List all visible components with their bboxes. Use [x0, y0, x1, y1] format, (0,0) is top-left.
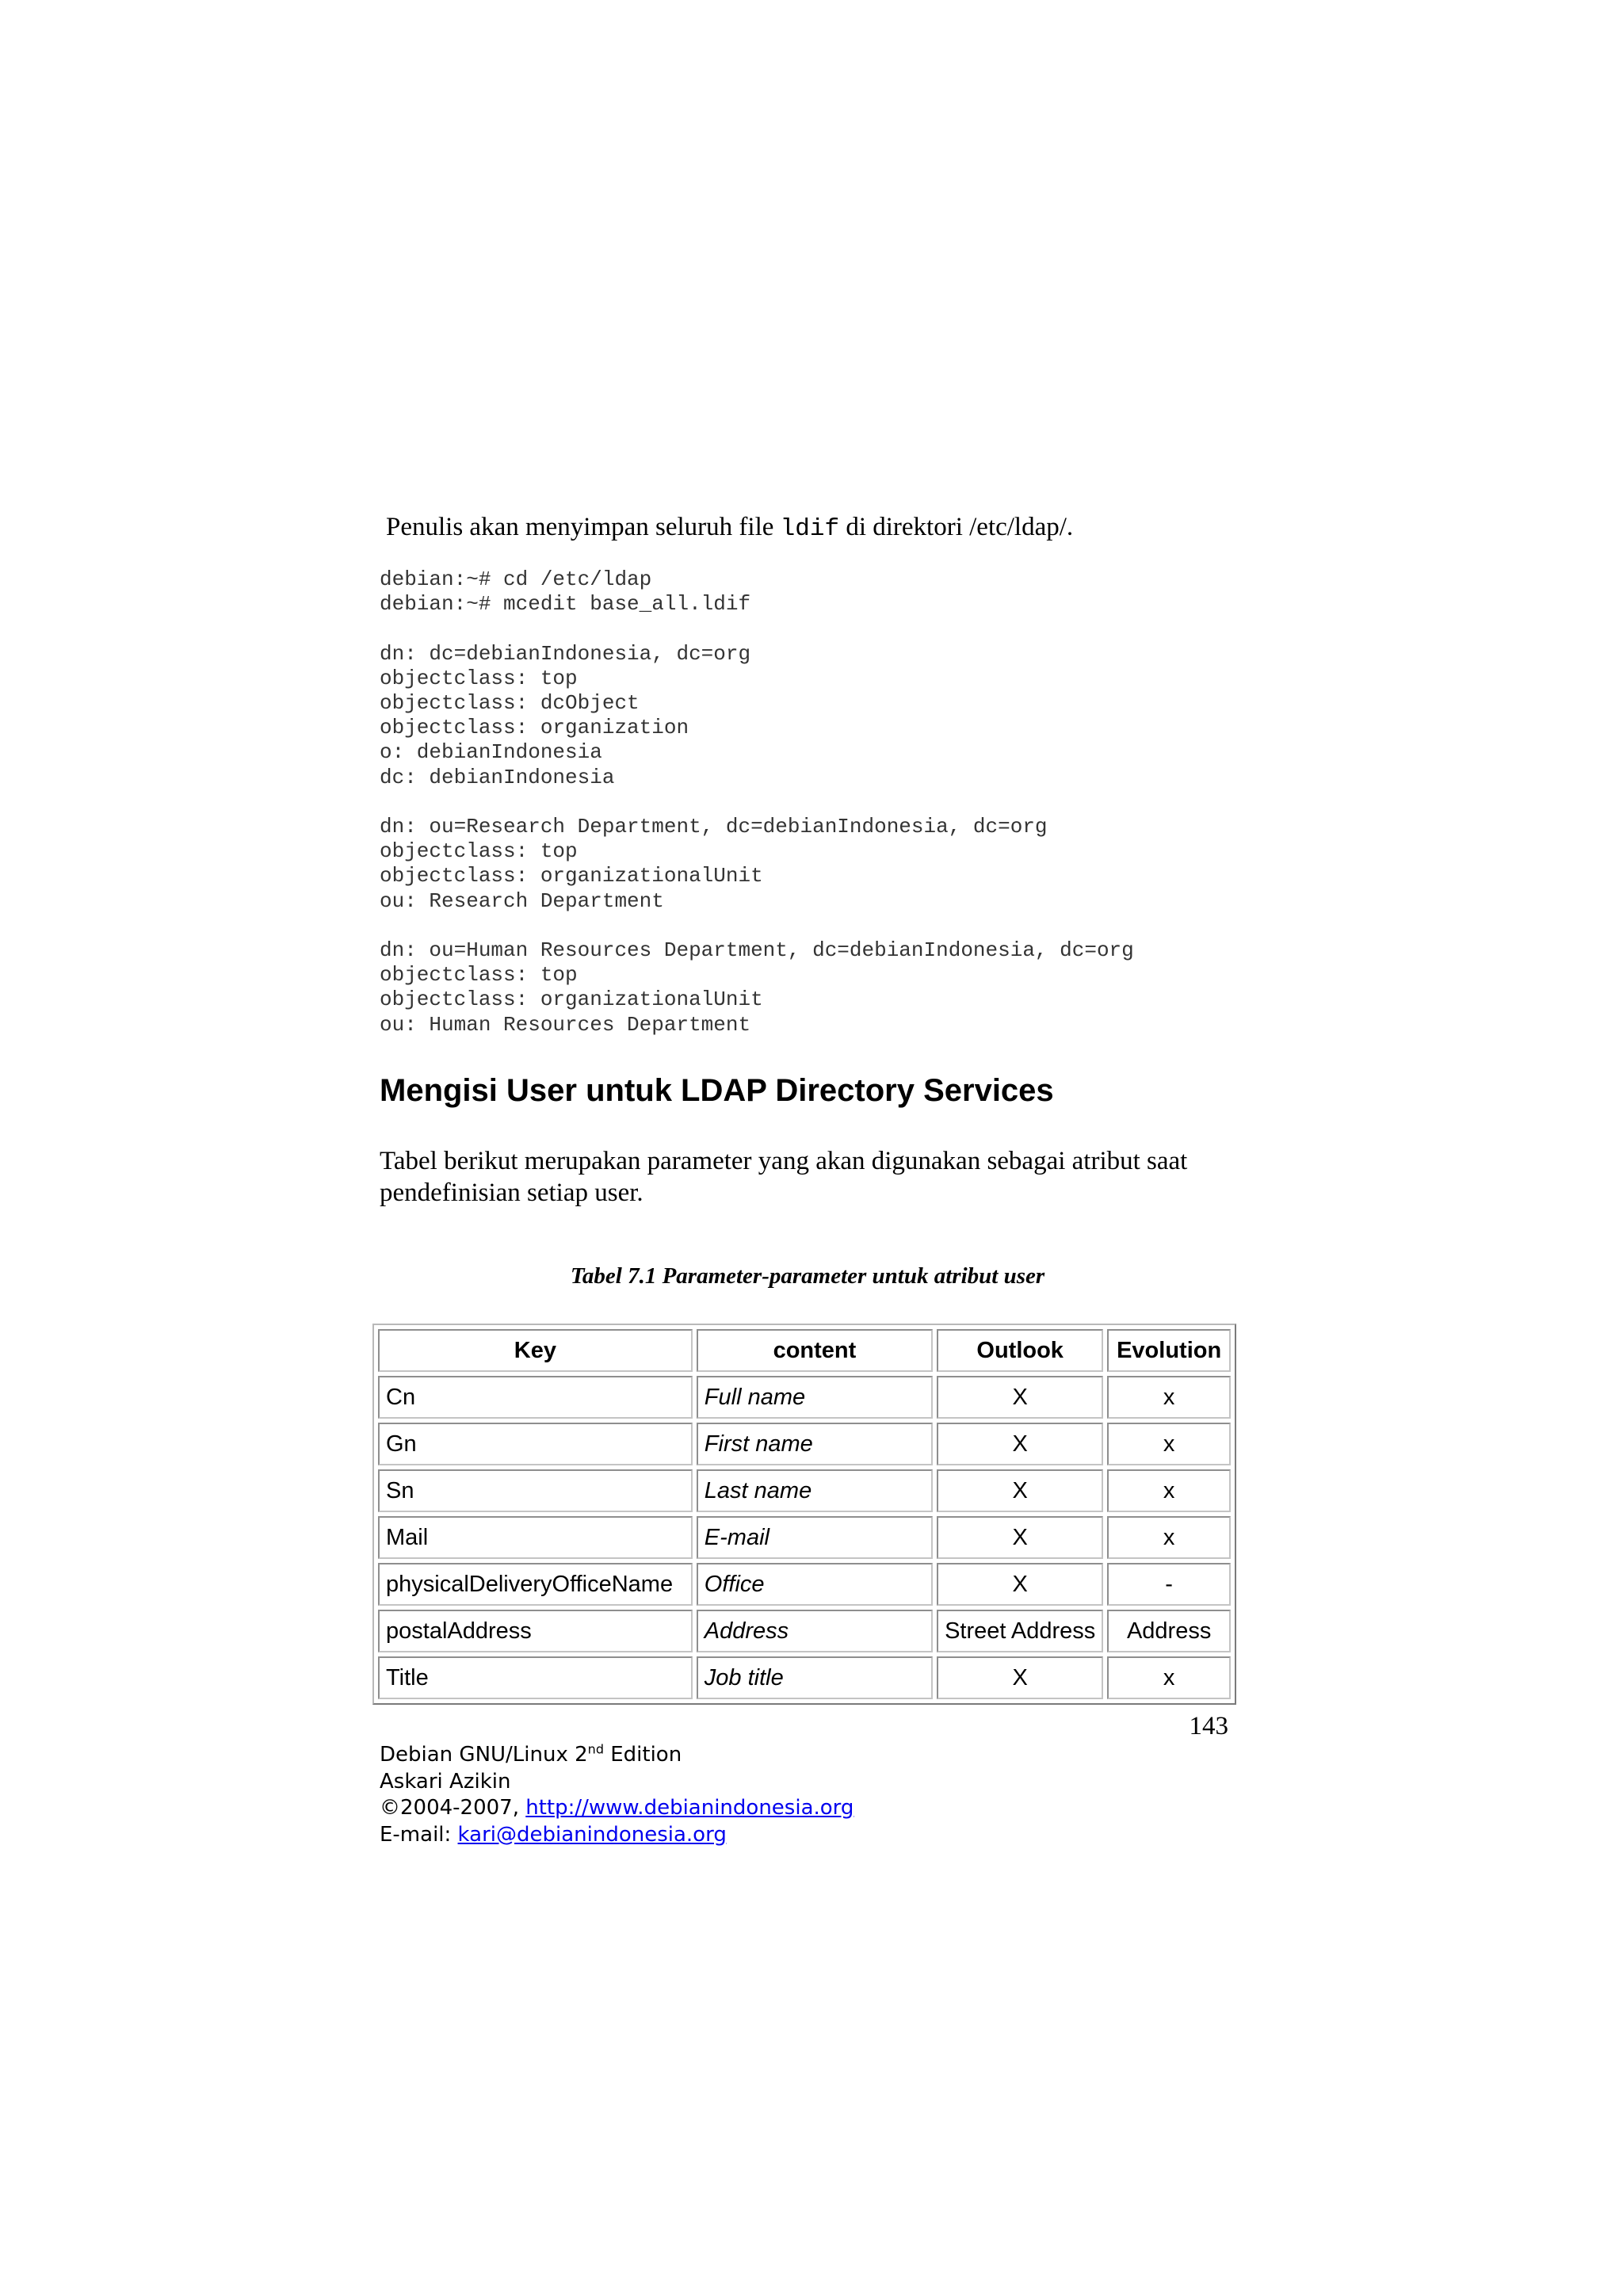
table-caption: Tabel 7.1 Parameter-parameter untuk atribut user: [570, 1263, 1045, 1289]
header-key: Key: [378, 1329, 693, 1372]
footer-copyright: [380, 1795, 854, 1822]
header-evolution: Evolution: [1107, 1329, 1231, 1372]
cell-outlook: X: [937, 1469, 1103, 1512]
cell-outlook: Street Address: [937, 1610, 1103, 1652]
intro-text-before: Penulis akan menyimpan seluruh file: [386, 513, 781, 541]
code-line: ou: Research Department: [380, 888, 664, 913]
cell-key: Gn: [378, 1423, 693, 1465]
code-line: objectclass: organizationalUnit: [380, 988, 763, 1012]
footer-book-prefix: Debian GNU/Linux 2: [380, 1743, 588, 1767]
footer-book-superscript: nd: [587, 1741, 604, 1757]
code-line: debian:~# mcedit base_all.ldif: [380, 592, 751, 617]
footer-book-suffix: Edition: [603, 1743, 682, 1767]
code-line: objectclass: top: [380, 963, 578, 988]
table-header-row: [378, 1329, 1231, 1372]
code-line: debian:~# cd /etc/ldap: [380, 567, 652, 591]
footer-email: [380, 1822, 854, 1849]
footer-copyright-prefix: ©2004-2007,: [380, 1796, 526, 1820]
cell-content: Office: [697, 1563, 933, 1606]
code-line: o: debianIndonesia: [380, 740, 602, 765]
cell-evolution: x: [1107, 1469, 1231, 1512]
cell-key: Title: [378, 1656, 693, 1699]
cell-outlook: X: [937, 1656, 1103, 1699]
table-row: [378, 1656, 1231, 1699]
intro-code-filetype: ldif: [780, 515, 840, 543]
code-line: objectclass: organization: [380, 716, 689, 740]
code-line: objectclass: dcObject: [380, 691, 640, 716]
code-line: dn: dc=debianIndonesia, dc=org: [380, 641, 751, 666]
cell-evolution: x: [1107, 1656, 1231, 1699]
cell-evolution: Address: [1107, 1610, 1231, 1652]
footer-email-link[interactable]: kari@debianindonesia.org: [457, 1822, 727, 1847]
table-row: [378, 1563, 1231, 1606]
cell-key: postalAddress: [378, 1610, 693, 1652]
section-heading: Mengisi User untuk LDAP Directory Services: [380, 1073, 1054, 1108]
table-row: [378, 1423, 1231, 1465]
ldif-code-block: [380, 567, 1134, 1037]
code-line: ou: Human Resources Department: [380, 1012, 751, 1037]
table-row: [378, 1376, 1231, 1419]
code-line: dn: ou=Research Department, dc=debianIndonesia, dc=org: [380, 815, 1048, 839]
footer-email-prefix: E-mail:: [380, 1822, 458, 1847]
footer-author: Askari Azikin: [380, 1769, 511, 1794]
section-paragraph: Tabel berikut merupakan parameter yang akan digunakan sebagai atribut saat pendefinisian setiap user.: [380, 1147, 1188, 1207]
cell-key: Sn: [378, 1469, 693, 1512]
cell-key: physicalDeliveryOfficeName: [378, 1563, 693, 1606]
cell-content: Last name: [697, 1469, 933, 1512]
footer-book-title: [380, 1742, 854, 1769]
page-number: 143: [1189, 1712, 1228, 1740]
cell-evolution: -: [1107, 1563, 1231, 1606]
table-row: [378, 1516, 1231, 1559]
code-line: dn: ou=Human Resources Department, dc=debianIndonesia, dc=org: [380, 938, 1134, 963]
header-outlook: Outlook: [937, 1329, 1103, 1372]
cell-key: Mail: [378, 1516, 693, 1559]
cell-evolution: x: [1107, 1516, 1231, 1559]
user-attribute-table: [372, 1324, 1236, 1705]
page-footer: [380, 1742, 854, 1848]
code-line: dc: debianIndonesia: [380, 765, 615, 789]
cell-outlook: X: [937, 1516, 1103, 1559]
code-line: objectclass: top: [380, 839, 578, 864]
cell-content: Address: [697, 1610, 933, 1652]
footer-website-link[interactable]: http://www.debianindonesia.org: [525, 1796, 854, 1820]
table-row: [378, 1610, 1231, 1652]
table-row: [378, 1469, 1231, 1512]
code-line: objectclass: organizationalUnit: [380, 864, 763, 888]
intro-text-after: di direktori /etc/ldap/.: [839, 513, 1074, 541]
cell-outlook: X: [937, 1563, 1103, 1606]
cell-outlook: X: [937, 1423, 1103, 1465]
cell-content: First name: [697, 1423, 933, 1465]
cell-evolution: x: [1107, 1376, 1231, 1419]
cell-outlook: X: [937, 1376, 1103, 1419]
header-content: content: [697, 1329, 933, 1372]
cell-content: Job title: [697, 1656, 933, 1699]
cell-key: Cn: [378, 1376, 693, 1419]
code-line: objectclass: top: [380, 666, 578, 690]
cell-content: Full name: [697, 1376, 933, 1419]
cell-content: E-mail: [697, 1516, 933, 1559]
cell-evolution: x: [1107, 1423, 1231, 1465]
intro-sentence: [386, 511, 1258, 545]
